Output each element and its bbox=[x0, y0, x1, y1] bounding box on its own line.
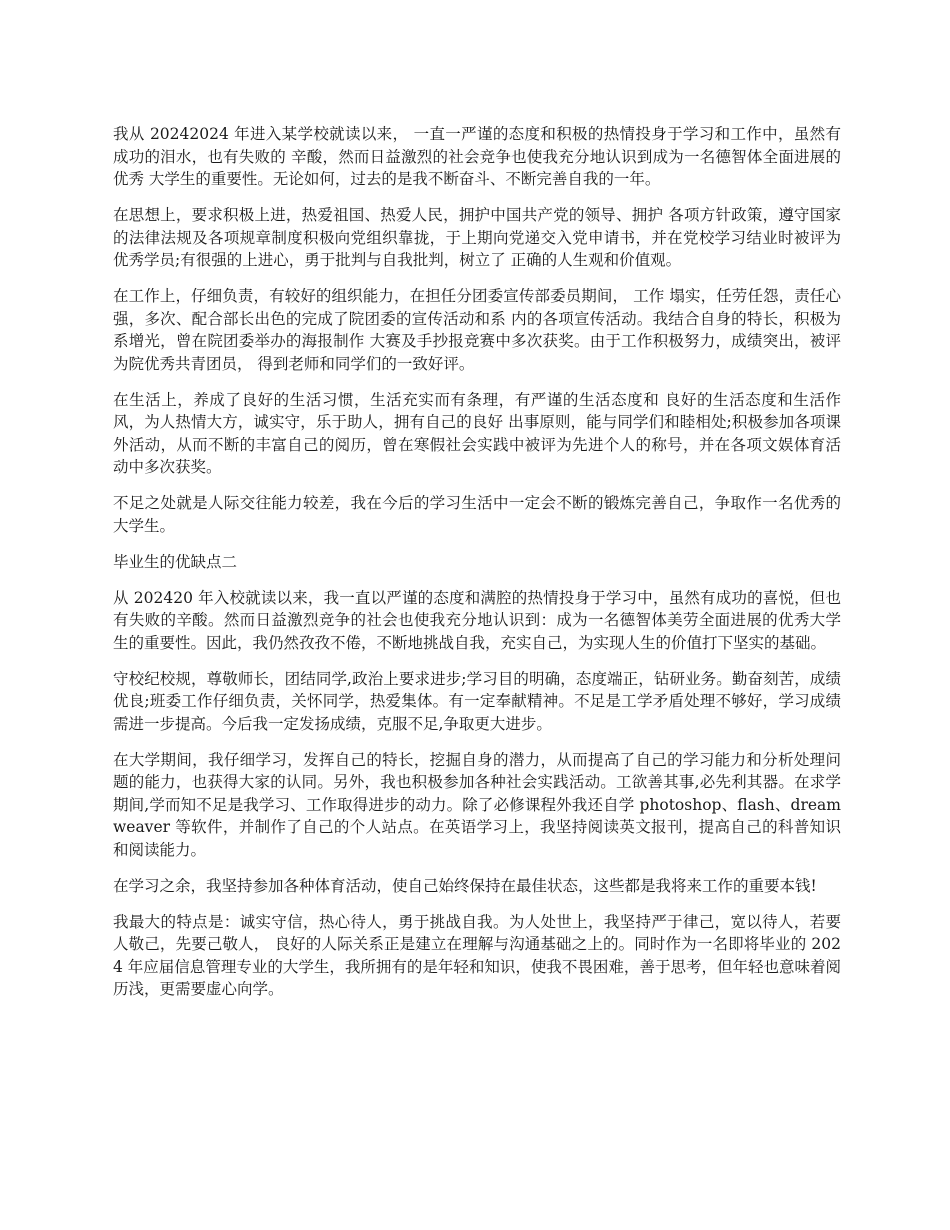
paragraph-ideology: 在思想上，要求积极上进，热爱祖国、热爱人民，拥护中国共产党的领导、拥护 各项方针政策，遵守国家的法律法规及各项规章制度积极向党组织靠拢，于上期向党递交入党申请书，并在党校学习结业时被评为优秀学员;有很强的上进心，勇于批判与自我批判，树立了 正确的人生观和价值观。 bbox=[113, 206, 841, 269]
document-body bbox=[113, 123, 841, 1014]
paragraph-life: 在生活上，养成了良好的生活习惯，生活充实而有条理，有严谨的生活态度和 良好的生活态度和生活作风，为人热情大方，诚实守，乐于助人，拥有自己的良好 出事原则，能与同学们和睦相处;积极参加各项课外活动，从而不断的丰富自己的阅历，曾在寒假社会实践中被评为先进个人的称号，并在各项文娱体育活动中多次获奖。 bbox=[113, 390, 841, 476]
paragraph-enrollment: 从 202420 年入校就读以来，我一直以严谨的态度和满腔的热情投身于学习中，虽然有成功的喜悦，但也有失败的辛酸。然而日益激烈竞争的社会也使我充分地认识到：成为一名德智体美劳全面进展的优秀大学生的重要性。因此，我仍然孜孜不倦，不断地挑战自我，充实自己，为实现人生的价值打下坚实的基础。 bbox=[113, 588, 841, 652]
paragraph-discipline: 守校纪校规，尊敬师长，团结同学,政治上要求进步;学习目的明确，态度端正，钻研业务。勤奋刻苦，成绩优良;班委工作仔细负责，关怀同学，热爱集体。有一定奉献精神。不足是工学矛盾处理不够好，学习成绩需进一步提高。今后我一定发扬成绩，克服不足,争取更大进步。 bbox=[113, 669, 841, 733]
paragraph-traits: 我最大的特点是：诚实守信，热心待人，勇于挑战自我。为人处世上，我坚持严于律己，宽以待人，若要人敬己，先要己敬人， 良好的人际关系正是建立在理解与沟通基础之上的。同时作为一名即将毕业的 2024 年应届信息管理专业的大学生，我所拥有的是年轻和知识，使我不畏困难，善于思考，但年轻也意味着阅历浅，更需要虚心向学。 bbox=[113, 912, 841, 998]
paragraph-intro: 我从 20242024 年进入某学校就读以来， 一直一严谨的态度和积极的热情投身于学习和工作中，虽然有成功的泪水，也有失败的 辛酸，然而日益激烈的社会竞争也使我充分地认识到成为一名德智体全面进展的优秀 大学生的重要性。无论如何，过去的是我不断奋斗、不断完善自我的一年。 bbox=[113, 125, 841, 188]
paragraph-university-study: 在大学期间，我仔细学习，发挥自己的特长，挖掘自身的潜力，从而提高了自己的学习能力和分析处理问题的能力，也获得大家的认同。另外，我也积极参加各种社会实践活动。工欲善其事,必先利其器。在求学期间,学而知不足是我学习、工作取得进步的动力。除了必修课程外我还自学 photoshop、flash、dreamweaver 等软件，并制作了自己的个人站点。在英语学习上，我坚持阅读英文报刊，提高自己的科普知识和阅读能力。 bbox=[113, 750, 841, 859]
paragraph-work: 在工作上，仔细负责，有较好的组织能力，在担任分团委宣传部委员期间， 工作 塌实，任劳任怨，责任心强，多次、配合部长出色的完成了院团委的宣传活动和系 内的各项宣传活动。我结合自身的特长，积极为系增光，曾在院团委举办的海报制作 大赛及手抄报竞赛中多次获奖。由于工作积极努力，成绩突出，被评为院优秀共青团员， 得到老师和同学们的一致好评。 bbox=[113, 287, 841, 373]
section-heading: 毕业生的优缺点二 bbox=[113, 552, 238, 571]
paragraph-sports: 在学习之余，我坚持参加各种体育活动，使自己始终保持在最佳状态，这些都是我将来工作的重要本钱! bbox=[113, 876, 817, 895]
paragraph-shortcomings: 不足之处就是人际交往能力较差，我在今后的学习生活中一定会不断的锻炼完善自己，争取作一名优秀的大学生。 bbox=[113, 494, 841, 535]
